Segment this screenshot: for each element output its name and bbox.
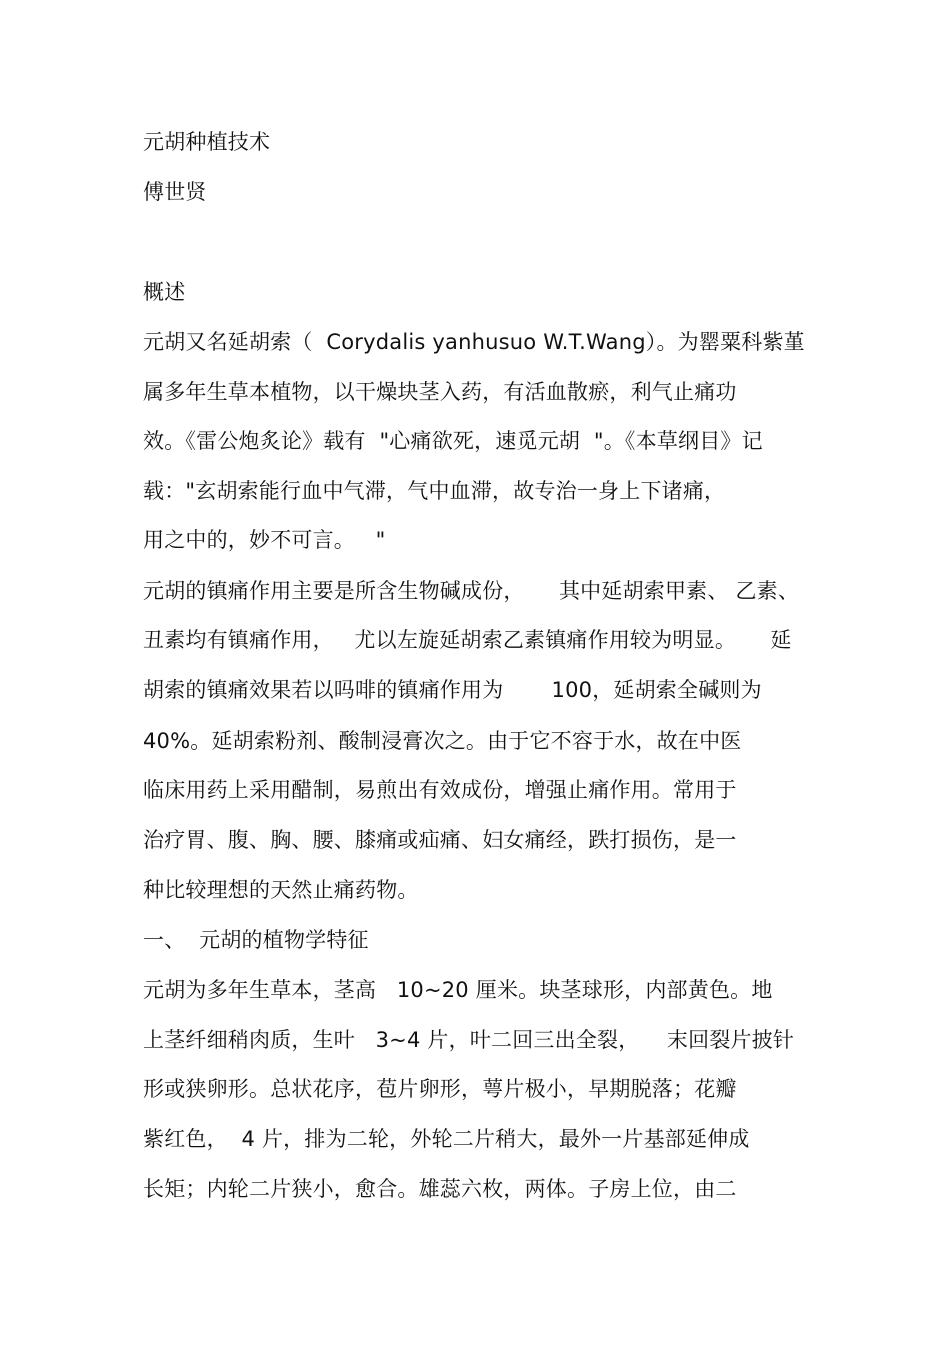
body-line: 治疗胃、腹、胸、腰、膝痛或疝痛、妇女痛经，跌打损伤，是一 [143, 828, 737, 852]
body-line: 上茎纤细稍肉质，生叶 3~4 片，叶二回三出全裂， 末回裂片披针 [143, 1028, 795, 1052]
body-line: 胡索的镇痛效果若以吗啡的镇痛作用为 100，延胡索全碱则为 [143, 678, 762, 702]
body-line: 元胡又名延胡索（ Corydalis yanhusuo W.T.Wang）。为罂粟科紫堇 [143, 330, 805, 354]
body-line: 形或狭卵形。总状花序，苞片卵形，萼片极小，早期脱落；花瓣 [143, 1077, 737, 1101]
body-line: 种比较理想的天然止痛药物。 [143, 878, 419, 902]
section-heading-overview: 概述 [143, 280, 186, 304]
document-author: 傅世贤 [143, 180, 207, 204]
body-line: 紫红色， 4 片，排为二轮，外轮二片稍大，最外一片基部延伸成 [143, 1127, 750, 1151]
body-line: 临床用药上采用醋制，易煎出有效成份，增强止痛作用。常用于 [143, 778, 737, 802]
body-line: 长矩；内轮二片狭小，愈合。雄蕊六枚，两体。子房上位，由二 [143, 1177, 737, 1201]
body-line: 元胡的镇痛作用主要是所含生物碱成份， 其中延胡索甲素、 乙素、 [143, 579, 800, 603]
document-title: 元胡种植技术 [143, 130, 271, 154]
body-line: 属多年生草本植物，以干燥块茎入药，有活血散瘀，利气止痛功 [143, 380, 737, 404]
body-line: 效。《雷公炮炙论》载有 "心痛欲死，速觅元胡 "。《本草纲目》记 [143, 429, 763, 453]
body-line: 元胡为多年生草本，茎高 10~20 厘米。块茎球形，内部黄色。地 [143, 978, 773, 1002]
body-line: 载："玄胡索能行血中气滞，气中血滞，故专治一身上下诸痛， [143, 479, 726, 503]
section-heading-botany: 一、 元胡的植物学特征 [143, 928, 369, 952]
body-line: 40%。延胡索粉剂、酸制浸膏次之。由于它不容于水，故在中医 [143, 729, 742, 753]
body-line: 用之中的，妙不可言。 " [143, 528, 386, 552]
body-line: 丑素均有镇痛作用， 尤以左旋延胡索乙素镇痛作用较为明显。 延 [143, 628, 792, 652]
